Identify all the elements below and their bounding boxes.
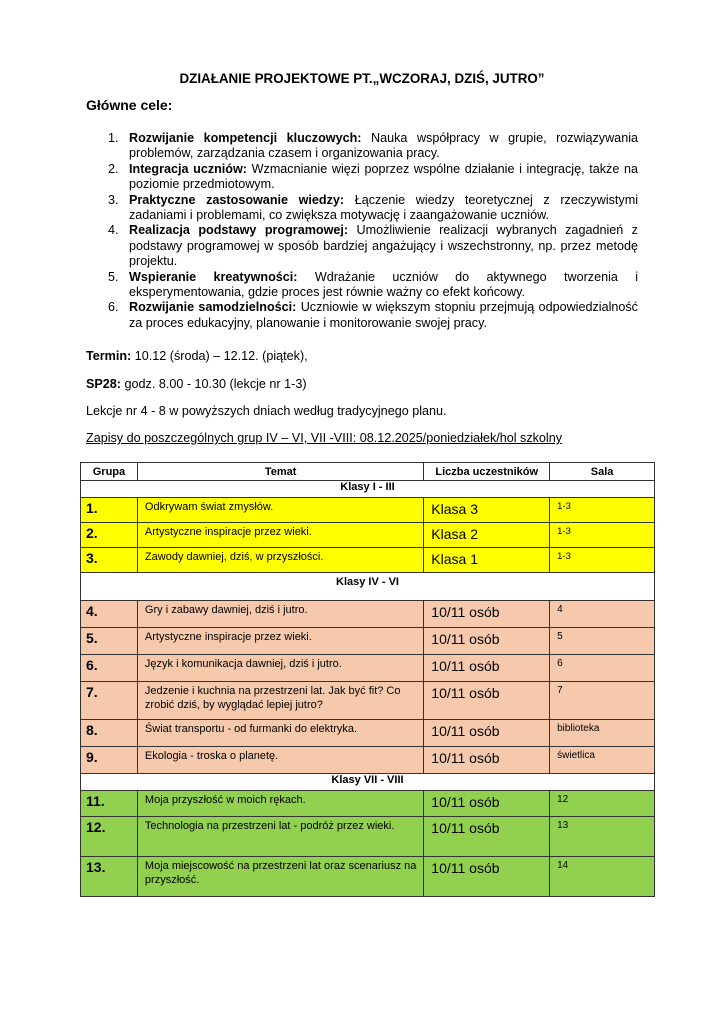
group-number: 8. <box>81 720 138 747</box>
goals-list <box>86 131 638 331</box>
group-number: 5. <box>81 628 138 655</box>
group-participants: 10/11 osób <box>424 857 550 897</box>
sp28-line <box>86 377 307 391</box>
group-room: 4 <box>550 601 655 628</box>
goals-heading: Główne cele: <box>86 97 173 113</box>
table-row <box>81 548 655 573</box>
sp28-label: SP28: <box>86 377 122 391</box>
group-room: 7 <box>550 682 655 720</box>
section-label: Klasy IV - VI <box>81 573 655 601</box>
table-row <box>81 655 655 682</box>
group-room: 13 <box>550 817 655 857</box>
groups-table <box>80 462 655 897</box>
goal-number: 1. <box>108 131 119 145</box>
table-row <box>81 791 655 817</box>
goal-title: Rozwijanie samodzielności: <box>129 300 297 315</box>
goal-text: Łączenie wiedzy teoretycznej z rzeczywistymi zadaniami i problemami, co zwiększa motywację i zaangażowanie uczniów. <box>129 192 638 223</box>
table-row <box>81 720 655 747</box>
group-participants: Klasa 2 <box>424 523 550 548</box>
group-topic: Artystyczne inspiracje przez wieki. <box>137 628 423 655</box>
table-header-row <box>81 463 655 481</box>
group-participants: 10/11 osób <box>424 747 550 774</box>
group-number: 4. <box>81 601 138 628</box>
termin-line <box>86 349 308 363</box>
goal-title: Wspieranie kreatywności: <box>129 269 298 284</box>
section-label: Klasy VII - VIII <box>81 774 655 791</box>
table-row <box>81 857 655 897</box>
goal-item <box>86 162 638 193</box>
group-room: 1-3 <box>550 523 655 548</box>
group-number: 6. <box>81 655 138 682</box>
goal-text: Nauka współpracy w grupie, rozwiązywania problemów, zarządzania czasem i organizowania pracy. <box>129 131 638 161</box>
group-topic: Język i komunikacja dawniej, dziś i jutro. <box>137 655 423 682</box>
sp28-value: godz. 8.00 - 10.30 (lekcje nr 1-3) <box>121 377 307 391</box>
group-topic: Jedzenie i kuchnia na przestrzeni lat. Jak być fit? Co zrobić dziś, by wyglądać lepiej jutro? <box>137 682 423 720</box>
group-topic: Technologia na przestrzeni lat - podróż przez wieki. <box>137 817 423 857</box>
group-topic: Gry i zabawy dawniej, dziś i jutro. <box>137 601 423 628</box>
group-number: 13. <box>81 857 138 897</box>
signup-note: Zapisy do poszczególnych grup IV – VI, VII -VIII: 08.12.2025/poniedziałek/hol szkolny <box>86 431 563 445</box>
goal-text: Umożliwienie realizacji wybranych zagadnień z podstawy programowej w sposób bardziej angażujący i wszechstronny, np. przez metodę projektu. <box>129 223 638 269</box>
group-room: 1-3 <box>550 548 655 573</box>
goal-text: Uczniowie w większym stopniu przejmują odpowiedzialność za proces edukacyjny, planowanie i monitorowanie swojej pracy. <box>129 300 638 330</box>
group-room: 14 <box>550 857 655 897</box>
goal-number: 2. <box>108 161 119 176</box>
group-participants: 10/11 osób <box>424 817 550 857</box>
group-participants: 10/11 osób <box>424 628 550 655</box>
group-participants: 10/11 osób <box>424 601 550 628</box>
group-participants: 10/11 osób <box>424 791 550 817</box>
lessons-note: Lekcje nr 4 - 8 w powyższych dniach według tradycyjnego planu. <box>86 404 447 418</box>
section-row-klasy-1-3 <box>81 481 655 498</box>
table-row <box>81 682 655 720</box>
goal-number: 3. <box>108 192 119 207</box>
termin-label: Termin: <box>86 349 132 363</box>
document-title: DZIAŁANIE PROJEKTOWE PT.„WCZORAJ, DZIŚ, JUTRO” <box>179 71 545 86</box>
group-topic: Artystyczne inspiracje przez wieki. <box>137 523 423 548</box>
table-row <box>81 817 655 857</box>
group-participants: 10/11 osób <box>424 720 550 747</box>
table-row <box>81 747 655 774</box>
group-participants: 10/11 osób <box>424 682 550 720</box>
goal-title: Praktyczne zastosowanie wiedzy: <box>129 192 345 207</box>
group-room: świetlica <box>550 747 655 774</box>
termin-value: 10.12 (środa) – 12.12. (piątek), <box>131 349 308 363</box>
goal-item <box>86 223 638 269</box>
goal-item <box>86 131 638 162</box>
goal-title: Realizacja podstawy programowej: <box>129 223 349 238</box>
table-row <box>81 601 655 628</box>
goal-title: Rozwijanie kompetencji kluczowych: <box>129 131 362 145</box>
goal-title: Integracja uczniów: <box>129 161 247 176</box>
goal-text: Wdrażanie uczniów do aktywnego tworzenia i eksperymentowania, gdzie proces jest równie ważny co efekt końcowy. <box>129 269 638 300</box>
group-participants: Klasa 3 <box>424 498 550 523</box>
header-grupa: Grupa <box>81 463 138 481</box>
section-label: Klasy I - III <box>81 481 655 498</box>
group-participants: 10/11 osób <box>424 655 550 682</box>
group-number: 11. <box>81 791 138 817</box>
table-row <box>81 498 655 523</box>
group-topic: Moja miejscowość na przestrzeni lat oraz scenariusz na przyszłość. <box>137 857 423 897</box>
group-number: 12. <box>81 817 138 857</box>
goal-item <box>86 193 638 224</box>
group-number: 7. <box>81 682 138 720</box>
header-sala: Sala <box>550 463 655 481</box>
group-room: 5 <box>550 628 655 655</box>
goal-item <box>86 300 638 331</box>
goal-number: 5. <box>108 269 119 284</box>
group-number: 9. <box>81 747 138 774</box>
group-topic: Moja przyszłość w moich rękach. <box>137 791 423 817</box>
section-row-klasy-7-8 <box>81 774 655 791</box>
section-row-klasy-4-6 <box>81 573 655 601</box>
group-topic: Zawody dawniej, dziś, w przyszłości. <box>137 548 423 573</box>
goal-number: 4. <box>108 223 119 238</box>
group-room: biblioteka <box>550 720 655 747</box>
table-row <box>81 523 655 548</box>
goal-item <box>86 270 638 301</box>
goal-number: 6. <box>108 300 119 315</box>
group-room: 6 <box>550 655 655 682</box>
group-room: 1-3 <box>550 498 655 523</box>
group-topic: Świat transportu - od furmanki do elektryka. <box>137 720 423 747</box>
header-liczba: Liczba uczestników <box>424 463 550 481</box>
table-row <box>81 628 655 655</box>
header-temat: Temat <box>137 463 423 481</box>
group-room: 12 <box>550 791 655 817</box>
group-number: 3. <box>81 548 138 573</box>
group-topic: Ekologia - troska o planetę. <box>137 747 423 774</box>
group-topic: Odkrywam świat zmysłów. <box>137 498 423 523</box>
group-participants: Klasa 1 <box>424 548 550 573</box>
group-number: 2. <box>81 523 138 548</box>
group-number: 1. <box>81 498 138 523</box>
goal-text: Wzmacnianie więzi poprzez wspólne działanie i integrację, także na poziomie przedmiotowym. <box>129 161 638 192</box>
